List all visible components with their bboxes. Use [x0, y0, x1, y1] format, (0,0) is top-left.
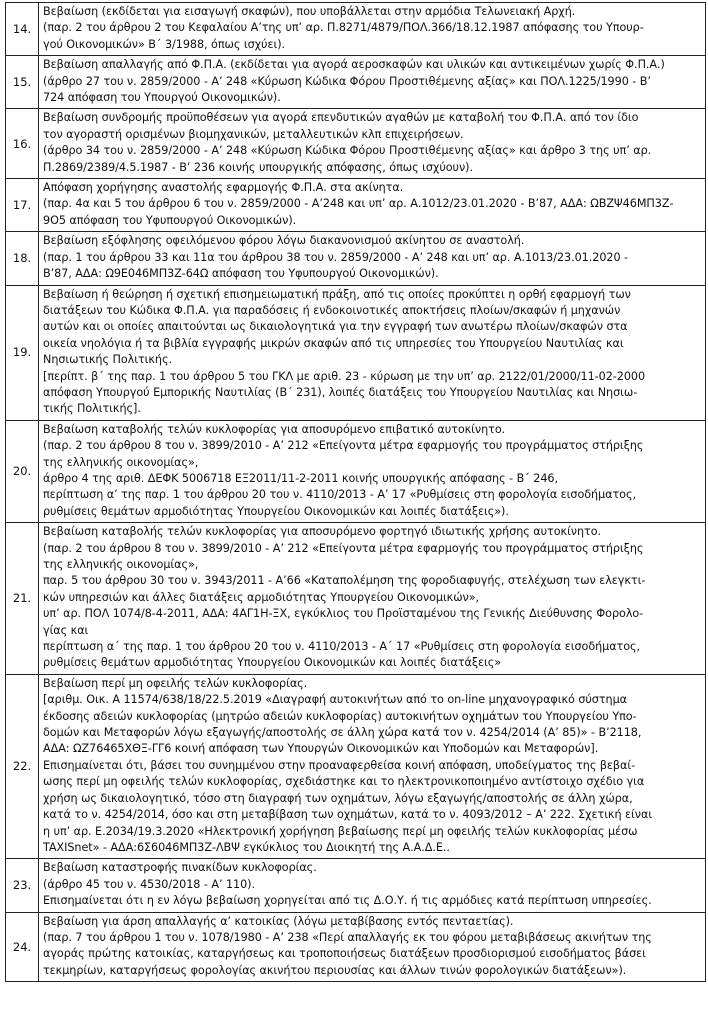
row-description — [39, 3, 706, 56]
text-line: 9Ο5 απόφαση του Υφυπουργού Οικονομικών). — [43, 213, 297, 227]
table-row — [6, 420, 706, 522]
row-number: 15. — [6, 56, 39, 109]
text-line: (παρ. 7 του άρθρου 1 του ν. 1078/1980 - Α’ 238 «Περί απαλλαγής εκ του φόρου μεταβιβάσεως ακινήτων της — [43, 930, 652, 944]
text-line: Βεβαίωση απαλλαγής από Φ.Π.Α. (εκδίδεται για αγορά αεροσκαφών και υλικών και αντικειμένων χωρίς Φ.Π.Α.) — [43, 58, 665, 72]
text-line: της ελληνικής οικονομίας», — [43, 558, 199, 571]
row-description — [39, 56, 706, 109]
text-line: Π.2869/2389/4.5.1987 - Β’ 236 κοινής υπουργικής απόφασης, όπως ισχύουν). — [43, 160, 473, 174]
row-description — [39, 232, 706, 285]
text-line: έκδοσης αδειών κυκλοφορίας (μητρώο αδειών κυκλοφορίας) αυτοκινήτων οχημάτων του Υπουργείου Υπο- — [43, 709, 637, 723]
text-line: (παρ. 2 του άρθρου 8 του ν. 3899/2010 - Α’ 212 «Επείγοντα μέτρα εφαρμογής του προγράμματος στήριξης — [43, 541, 644, 555]
provisions-table — [5, 2, 706, 982]
table-row — [6, 859, 706, 912]
text-line: (παρ. 2 του άρθρου 8 του ν. 3899/2010 - Α’ 212 «Επείγοντα μέτρα εφαρμογής του προγράμματος στήριξης — [43, 439, 644, 453]
row-description — [39, 674, 706, 858]
row-number: 21. — [6, 523, 39, 675]
text-line: 724 απόφαση του Υπουργού Οικονομικών). — [43, 91, 281, 105]
text-line: αυτών και οι οποίες απαιτούνται ως δικαιολογητικά για την εγγραφή των ανωτέρω πλοίων/σκαφών στα — [43, 320, 628, 334]
text-line: (παρ. 4α και 5 του άρθρου 6 του ν. 2859/2000 - Α’248 και υπ’ αρ. Α.1012/23.01.2020 - Β’87, ΑΔΑ: ΩΒΖΨ46ΜΠ3Ζ- — [43, 197, 674, 211]
text-line: γού Οικονομικών» Β΄ 3/1988, όπως ισχύει). — [43, 37, 286, 51]
text-line: περίπτωση α΄ της παρ. 1 του άρθρου 20 του ν. 4110/2013 - Α΄ 17 «Ρυθμίσεις στη φορολογία εισοδήματος, — [43, 640, 641, 654]
text-line: της ελληνικής οικονομίας», — [43, 455, 199, 469]
row-description — [39, 912, 706, 982]
table-row — [6, 912, 706, 982]
row-number: 18. — [6, 232, 39, 285]
table-row — [6, 179, 706, 232]
text-line: Βεβαίωση για άρση απαλλαγής α’ κατοικίας (λόγω μεταβίβασης εντός πενταετίας). — [43, 914, 514, 928]
text-line: ωσης περί μη οφειλής τελών κυκλοφορίας, σχεδιάστηκε και το ηλεκτρονικοποιημένο αντίστοιχο σχέδιο για — [43, 775, 645, 789]
row-number: 16. — [6, 109, 39, 179]
text-line: (παρ. 2 του άρθρου 2 του Κεφαλαίου Α’της υπ’ αρ. Π.8271/4879/ΠΟΛ.366/18.12.1987 απόφασης του Υπουρ- — [43, 21, 644, 35]
text-line: Βεβαίωση καταβολής τελών κυκλοφορίας για αποσυρόμενο επιβατικό αυτοκίνητο. — [43, 422, 506, 436]
text-line: ρυθμίσεις θεμάτων αρμοδιότητας Υπουργείου Οικονομικών και λοιπές διατάξεις» — [43, 656, 502, 670]
text-line: Βεβαίωση περί μη οφειλής τελών κυκλοφορίας. — [43, 676, 308, 690]
text-line: τεκμηρίων, καταργήσεως φορολογίας ακινήτου περιουσίας και άλλων τινών φορολογικών διατάξεων»). — [43, 963, 627, 977]
text-line: γίας και — [43, 623, 89, 637]
text-line: [αριθμ. Οικ. Α 11574/638/18/22.5.2019 «Διαγραφή αυτοκινήτων από το on-line μηχανογραφικό σύστημα — [43, 693, 627, 707]
text-line: Επισημαίνεται ότι, βάσει του συνημμένου στην προαναφερθείσα κοινή απόφαση, υποδείγματος της βεβαί- — [43, 758, 636, 772]
text-line: κατά το ν. 4254/2014, όσο και στη μεταβίβαση των οχημάτων, κατά το ν. 4093/2012 – Α’ 222. Σχετική είναι — [43, 808, 653, 822]
row-description — [39, 285, 706, 420]
text-line: υπ’ αρ. ΠΟΛ 1074/8-4-2011, ΑΔΑ: 4ΑΓ1Η-ΞΧ, εγκύκλιος του Προϊσταμένου της Γενικής Διεύθυνσης Φορολο- — [43, 607, 644, 621]
table-body — [6, 3, 706, 982]
row-description — [39, 109, 706, 179]
table-row — [6, 232, 706, 285]
text-line: ρυθμίσεις θεμάτων αρμοδιότητας Υπουργείου Οικονομικών και λοιπές διατάξεις»). — [43, 504, 509, 518]
text-line: κών υπηρεσιών και άλλες διατάξεις αρμοδιότητας Υπουργείου Οικονομικών», — [43, 590, 480, 604]
text-line: απόφαση Υπουργού Εμπορικής Ναυτιλίας (Β΄ 231), λοιπές διατάξεις του Υπουργείου Ναυτιλίας και Νησιω- — [43, 385, 638, 399]
text-line: (άρθρο 34 του ν. 2859/2000 - Α’ 248 «Κύρωση Κώδικα Φόρου Προστιθέμενης αξίας» και άρθρο 3 της υπ’ αρ. — [43, 144, 652, 158]
text-line: Νησιωτικής Πολιτικής. — [43, 353, 172, 367]
text-line: περίπτωση α’ της παρ. 1 του άρθρου 20 του ν. 4110/2013 - Α’ 17 «Ρυθμίσεις στη φορολογία εισοδήματος, — [43, 488, 636, 502]
row-description — [39, 420, 706, 522]
text-line: Βεβαίωση ή θεώρηση ή σχετική επισημειωματική πράξη, από τις οποίες προκύπτει η ορθή εφαρμογή των — [43, 287, 631, 301]
table-row — [6, 109, 706, 179]
row-description — [39, 859, 706, 912]
row-number: 24. — [6, 912, 39, 982]
row-description — [39, 179, 706, 232]
text-line: οικεία νηολόγια ή τα βιβλία εγγραφής μικρών σκαφών από τις υπηρεσίες του Υπουργείου Ναυτιλίας και — [43, 336, 624, 350]
text-line: τικής Πολιτικής]. — [43, 402, 141, 416]
table-row — [6, 3, 706, 56]
text-line: άρθρο 4 της αριθ. ΔΕΦΚ 5006718 ΕΞ2011/11-2-2011 κοινής υπουργικής απόφασης - Β΄ 246, — [43, 471, 558, 485]
text-line: Βεβαίωση καταστροφής πινακίδων κυκλοφορίας. — [43, 861, 317, 875]
text-line: δομών και Μεταφορών λόγω εξαγωγής/αποστολής σε άλλη χώρα κατά τον ν. 4254/2014 (Α’ 85)» - Β’2118, — [43, 726, 642, 740]
table-row — [6, 285, 706, 420]
text-line: Απόφαση χορήγησης αναστολής εφαρμογής Φ.Π.Α. στα ακίνητα. — [43, 181, 404, 195]
text-line: Βεβαίωση εξόφλησης οφειλόμενου φόρου λόγω διακανονισμού ακίνητου σε αναστολή. — [43, 234, 525, 248]
text-line: [περίπτ. β΄ της παρ. 1 του άρθρου 5 του ΓΚΛ με αριθ. 23 - κύρωση με την υπ’ αρ. 2122/01/2000/11-02-2000 — [43, 369, 646, 383]
text-line: (άρθρο 45 του ν. 4530/2018 - Α’ 110). — [43, 877, 256, 891]
row-number: 17. — [6, 179, 39, 232]
text-line: παρ. 5 του άρθρου 30 του ν. 3943/2011 - Α’66 «Καταπολέμηση της φοροδιαφυγής, στελέχωση των ελεγκτι- — [43, 574, 646, 588]
row-description — [39, 523, 706, 675]
row-number: 22. — [6, 674, 39, 858]
table-row — [6, 523, 706, 675]
text-line: αγοράς πρώτης κατοικίας, καταργήσεως και τροποποιήσεως διατάξεων προσδιορισμού εισοδήματος βάσει — [43, 947, 646, 961]
text-line: τον αγοραστή ορισμένων βιομηχανικών, μεταλλευτικών κλπ επιχειρήσεων. — [43, 127, 464, 141]
text-line: Β’87, ΑΔΑ: Ω9Ε046ΜΠ3Ζ-64Ω απόφαση του Υφυπουργού Οικονομικών). — [43, 267, 439, 281]
table-row — [6, 674, 706, 858]
text-line: Βεβαίωση συνδρομής προϋποθέσεων για αγορά επενδυτικών αγαθών με καταβολή του Φ.Π.Α. από τον ίδιο — [43, 111, 639, 125]
text-line: Βεβαίωση (εκδίδεται για εισαγωγή σκαφών), που υποβάλλεται στην αρμόδια Τελωνειακή Αρχή. — [43, 5, 576, 18]
row-number: 20. — [6, 420, 39, 522]
text-line: ΑΔΑ: ΩΖ76465ΧΘΞ-ΓΓ6 κοινή απόφαση των Υπουργών Οικονομικών και Υποδομών και Μεταφορών]. — [43, 742, 599, 756]
text-line: TAXISnet» - ΑΔΑ:6Σ6046ΜΠ3Ζ-ΛΒΨ εγκύκλιος του Διοικητή της Α.Α.Δ.Ε.. — [43, 840, 450, 854]
text-line: χρήση ως δικαιολογητικό, τόσο στη διαγραφή των οχημάτων, λόγω εξαγωγής/αποστολής σε άλλη χώρα, — [43, 791, 633, 805]
text-line: η υπ’ αρ. Ε.2034/19.3.2020 «Ηλεκτρονική χορήγηση βεβαίωσης περί μη οφειλής τελών κυκλοφορίας μέσω — [43, 824, 638, 838]
row-number: 19. — [6, 285, 39, 420]
table-row — [6, 56, 706, 109]
row-number: 23. — [6, 859, 39, 912]
text-line: Επισημαίνεται ότι η εν λόγω βεβαίωση χορηγείται από τις Δ.Ο.Υ. ή τις αρμόδιες κατά περίπτωση υπηρεσίες. — [43, 894, 652, 908]
text-line: (παρ. 1 του άρθρου 33 και 11α του άρθρου 38 του ν. 2859/2000 - Α’ 248 και υπ’ αρ. Α.1013/23.01.2020 - — [43, 250, 629, 264]
row-number: 14. — [6, 3, 39, 56]
text-line: Βεβαίωση καταβολής τελών κυκλοφορίας για αποσυρόμενο φορτηγό ιδιωτικής χρήσης αυτοκίνητο. — [43, 525, 602, 539]
text-line: διατάξεων του Κώδικα Φ.Π.Α. για παραδόσεις ή ενδοκοινοτικές αποκτήσεις πλοίων/σκαφών ή μηχανών — [43, 303, 621, 317]
text-line: (άρθρο 27 του ν. 2859/2000 - Α’ 248 «Κύρωση Κώδικα Φόρου Προστιθέμενης αξίας» και ΠΟΛ.1225/1990 - Β’ — [43, 74, 651, 88]
